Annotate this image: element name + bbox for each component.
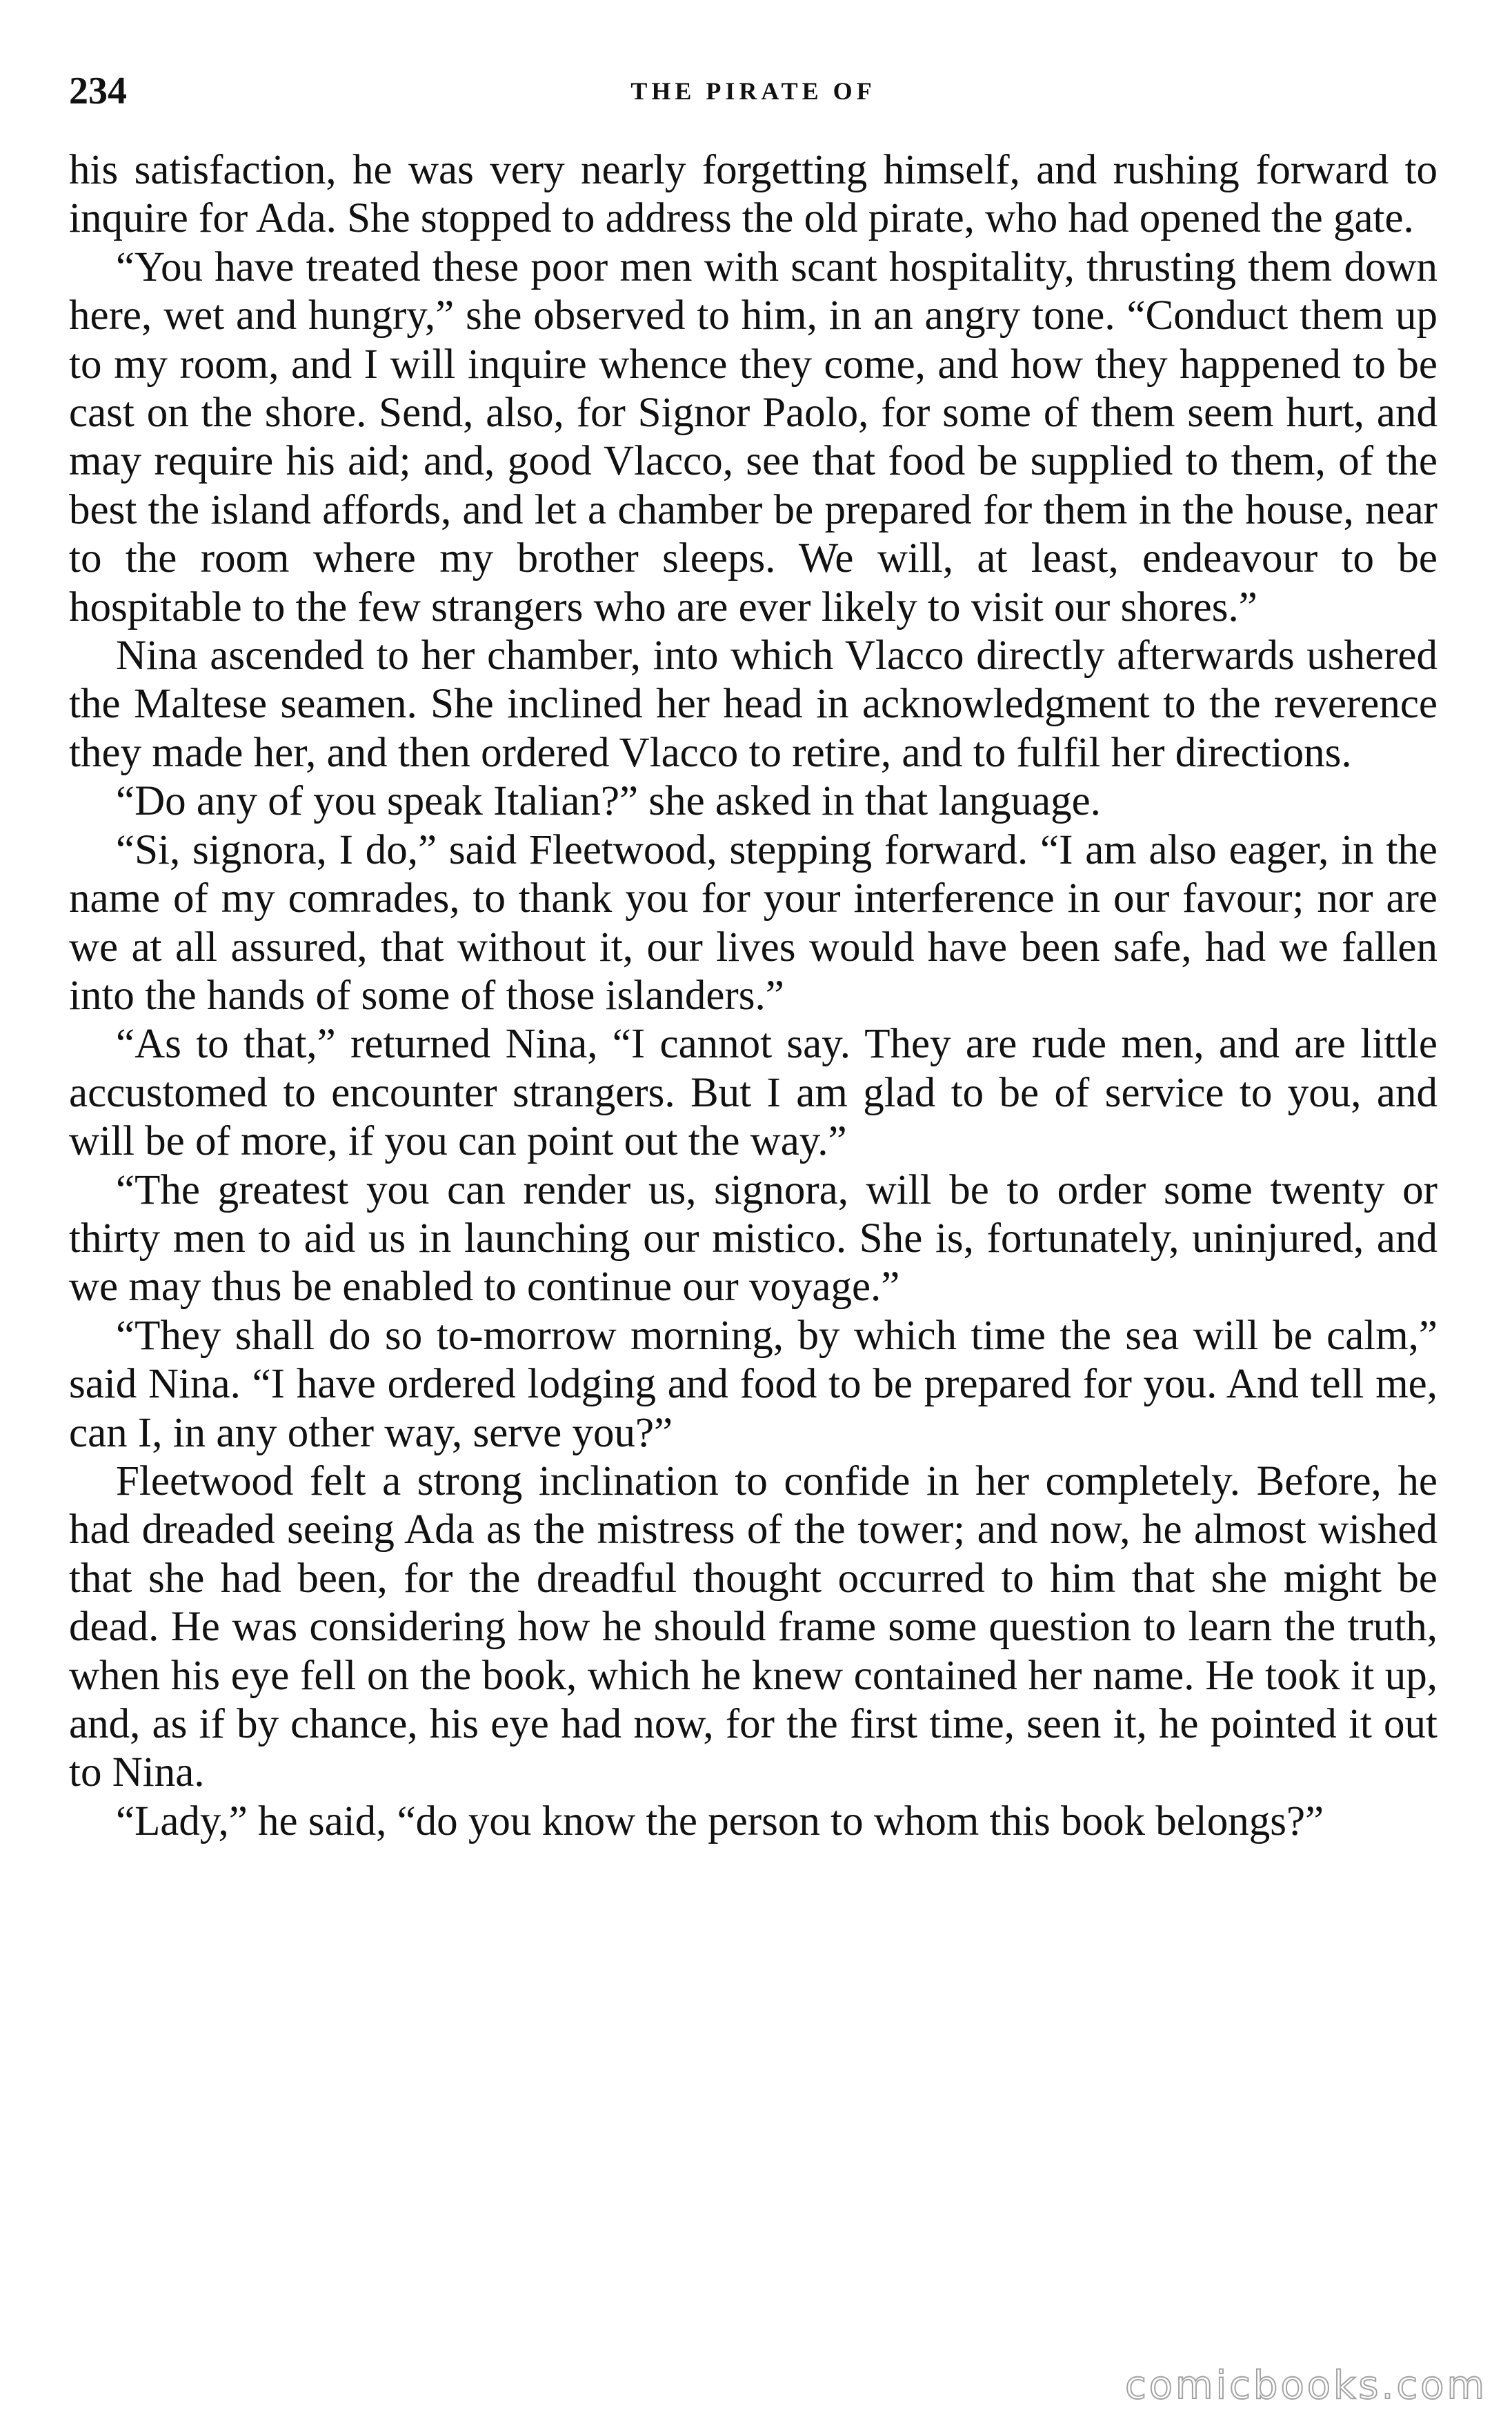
- running-title: THE PIRATE OF: [630, 77, 876, 105]
- watermark: comicbooks.com: [1124, 2363, 1487, 2408]
- paragraph: Fleetwood felt a strong inclination to confide in her completely. Before, he had dreaded seeing Ada as the mistress of the tower; and now, he almost wished that she had been, for the dreadful thought occurred to him that she might be dead. He was considering how he should frame some question to learn the truth, when his eye fell on the book, which he knew contained her name. He took it up, and, as if by chance, his eye had now, for the first time, seen it, he pointed it out to Nina.: [69, 1457, 1438, 1796]
- paragraph: his satisfaction, he was very nearly forgetting himself, and rushing forward to inquire for Ada. She stopped to address the old pirate, who had opened the gate.: [69, 147, 1438, 242]
- page-number: 234: [69, 70, 127, 112]
- paragraph: “They shall do so to-morrow morning, by which time the sea will be calm,” said Nina. “I have ordered lodging and food to be prepared for you. And tell me, can I, in any other way, serve you?”: [69, 1312, 1438, 1456]
- paragraph: “Lady,” he said, “do you know the person to whom this book belongs?”: [116, 1798, 1324, 1844]
- paragraph: “The greatest you can render us, signora, will be to order some twenty or thirty men to aid us in launching our mistico. She is, fortunately, uninjured, and we may thus be enabled to continue our voyage.”: [69, 1166, 1438, 1311]
- page-header: [69, 63, 1438, 119]
- body-text: [69, 146, 1438, 1846]
- paragraph: “Si, signora, I do,” said Fleetwood, stepping forward. “I am also eager, in the name of my comrades, to thank you for your interference in our favour; nor are we at all assured, that without it, our lives would have been safe, had we fallen into the hands of some of those islanders.”: [69, 826, 1438, 1019]
- paragraph: “As to that,” returned Nina, “I cannot say. They are rude men, and are little accustomed to encounter strangers. But I am glad to be of service to you, and will be of more, if you can point out the way.”: [69, 1021, 1438, 1165]
- paragraph: “Do any of you speak Italian?” she asked in that language.: [116, 778, 1101, 825]
- paragraph: Nina ascended to her chamber, into which Vlacco directly afterwards ushered the Maltese seamen. She inclined her head in acknowledgment to the reverence they made her, and then ordered Vlacco to retire, and to fulfil her directions.: [69, 633, 1438, 776]
- paragraph: “You have treated these poor men with scant hospitality, thrusting them down here, wet and hungry,” she observed to him, in an angry tone. “Conduct them up to my room, and I will inquire whence they come, and how they happened to be cast on the shore. Send, also, for Signor Paolo, for some of them seem hurt, and may require his aid; and, good Vlacco, see that food be supplied to them, of the best the island affords, and let a chamber be prepared for them in the house, near to the room where my brother sleeps. We will, at least, endeavour to be hospitable to the few strangers who are ever likely to visit our shores.”: [69, 243, 1438, 630]
